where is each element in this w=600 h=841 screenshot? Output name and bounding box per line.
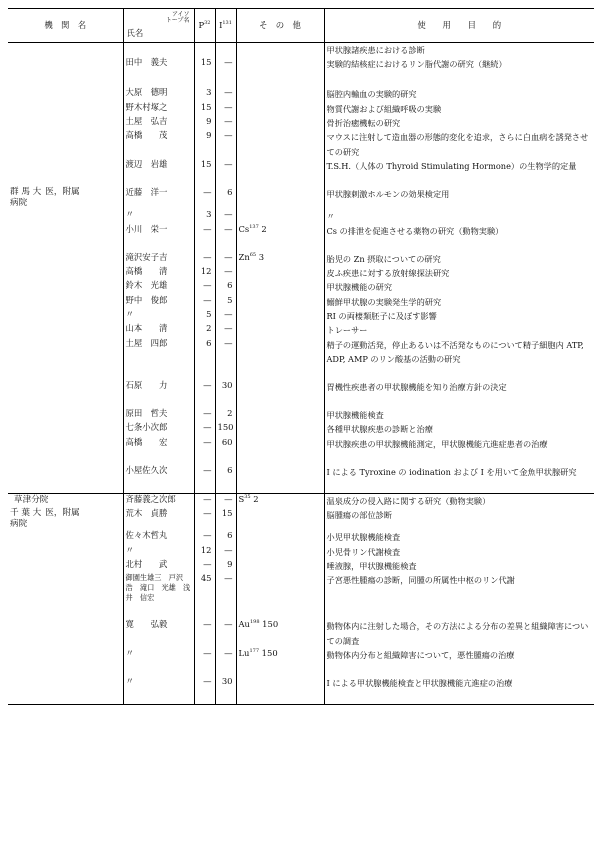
other-isotope bbox=[236, 280, 324, 294]
other-symbol: Cs bbox=[238, 223, 250, 234]
institution-cell bbox=[8, 116, 123, 130]
institution-cell bbox=[8, 43, 123, 58]
other-isotope bbox=[236, 87, 324, 101]
table-row bbox=[8, 159, 594, 187]
institution-cell bbox=[8, 87, 123, 101]
table-row bbox=[8, 559, 594, 573]
other-amount: 2 bbox=[258, 223, 267, 234]
header-p32-symbol: P bbox=[198, 20, 205, 31]
i131-amount: — bbox=[215, 266, 236, 280]
other-isotope bbox=[236, 422, 324, 436]
researcher-name: 田中 義夫 bbox=[123, 57, 194, 87]
usage-purpose: 脳腔内輸血の実験的研究 bbox=[324, 87, 594, 101]
researcher-name: 〃 bbox=[123, 648, 194, 676]
usage-purpose: I による Tyroxine の iodination および I を用いて金魚甲状腺研究 bbox=[324, 465, 594, 494]
i131-amount: — bbox=[215, 648, 236, 676]
i131-amount: 30 bbox=[215, 676, 236, 705]
table-row bbox=[8, 545, 594, 559]
i131-amount: 6 bbox=[215, 187, 236, 209]
other-isotope bbox=[236, 116, 324, 130]
researcher-name: 〃 bbox=[123, 309, 194, 323]
table-row bbox=[8, 252, 594, 266]
institution-cell bbox=[8, 323, 123, 337]
i131-amount: — bbox=[215, 224, 236, 252]
p32-amount: — bbox=[194, 224, 215, 252]
usage-purpose: 物質代謝および組織呼吸の実験 bbox=[324, 102, 594, 116]
researcher-name: 寛 弘毅 bbox=[123, 619, 194, 648]
header-i131-symbol: I bbox=[219, 20, 223, 31]
usage-purpose: マウスに注射して造血器の形態的変化を追求，さらに白血病を誘発させての研究 bbox=[324, 130, 594, 159]
table-row bbox=[8, 130, 594, 159]
usage-purpose: 甲状腺刺激ホルモンの効果検定用 bbox=[324, 187, 594, 209]
researcher-name: 野中 俊郎 bbox=[123, 295, 194, 309]
header-isotope-top-b: トープ名 bbox=[165, 17, 190, 25]
researcher-name: 渡辺 岩雄 bbox=[123, 159, 194, 187]
institution-cell bbox=[8, 224, 123, 252]
header-p32 bbox=[194, 9, 215, 43]
i131-amount: 150 bbox=[215, 422, 236, 436]
usage-purpose: 甲状腺機能の研究 bbox=[324, 280, 594, 294]
header-institution: 機 関 名 bbox=[8, 9, 123, 43]
institution-cell bbox=[8, 559, 123, 573]
other-isotope bbox=[236, 465, 324, 494]
usage-purpose: 小児甲状腺機能検査 bbox=[324, 530, 594, 544]
i131-amount: 9 bbox=[215, 559, 236, 573]
i131-amount: — bbox=[215, 57, 236, 87]
p32-amount: 9 bbox=[194, 130, 215, 159]
usage-purpose: 動物体内分布と組織障害について，悪性腫瘍の治療 bbox=[324, 648, 594, 676]
table-row bbox=[8, 102, 594, 116]
table-row bbox=[8, 87, 594, 101]
i131-amount: — bbox=[215, 493, 236, 508]
institution-cell bbox=[8, 545, 123, 559]
usage-purpose: 甲状腺諸疾患における診断 bbox=[324, 43, 594, 58]
researcher-name: 高橋 清 bbox=[123, 266, 194, 280]
i131-amount: 2 bbox=[215, 408, 236, 422]
usage-purpose: 子宮悪性腫瘍の診断，同腫の所属性中枢のリン代謝 bbox=[324, 573, 594, 619]
usage-purpose: トレーサー bbox=[324, 323, 594, 337]
table-row bbox=[8, 408, 594, 422]
p32-amount: 5 bbox=[194, 309, 215, 323]
p32-amount: 9 bbox=[194, 116, 215, 130]
i131-amount: 60 bbox=[215, 437, 236, 465]
header-isotope-name bbox=[123, 9, 194, 43]
i131-amount: — bbox=[215, 309, 236, 323]
researcher-name: 〃 bbox=[123, 209, 194, 223]
p32-amount: — bbox=[194, 676, 215, 705]
other-isotope bbox=[236, 57, 324, 87]
usage-purpose: 小児骨リン代謝検査 bbox=[324, 545, 594, 559]
p32-amount: — bbox=[194, 508, 215, 530]
header-purpose: 使 用 目 的 bbox=[324, 9, 594, 43]
institution-cell bbox=[8, 130, 123, 159]
institution-cell bbox=[8, 338, 123, 380]
table-row bbox=[8, 224, 594, 252]
institution-cell bbox=[8, 465, 123, 494]
usage-purpose: 実験的結核症におけるリン脂代謝の研究（継続） bbox=[324, 57, 594, 87]
other-isotope bbox=[236, 187, 324, 209]
institution-cell bbox=[8, 187, 123, 209]
i131-amount: — bbox=[215, 116, 236, 130]
usage-purpose: RI の両棲類胚子に及ぼす影響 bbox=[324, 309, 594, 323]
other-symbol: Lu bbox=[238, 647, 250, 658]
researcher-name: 石原 力 bbox=[123, 380, 194, 408]
institution-cell bbox=[8, 676, 123, 705]
institution-cell bbox=[8, 508, 123, 530]
p32-amount: — bbox=[194, 465, 215, 494]
table-row bbox=[8, 530, 594, 544]
other-isotope bbox=[236, 266, 324, 280]
i131-amount: 15 bbox=[215, 508, 236, 530]
table-row bbox=[8, 266, 594, 280]
usage-purpose: 〃 bbox=[324, 209, 594, 223]
researcher-name: 近藤 洋一 bbox=[123, 187, 194, 209]
usage-purpose: 動物体内に注射した場合，その方法による分布の差異と組織障害についての調査 bbox=[324, 619, 594, 648]
institution-cell bbox=[8, 530, 123, 544]
other-isotope bbox=[236, 295, 324, 309]
table-row bbox=[8, 422, 594, 436]
p32-amount: 6 bbox=[194, 338, 215, 380]
other-mass: 198 bbox=[249, 619, 260, 626]
header-row bbox=[8, 9, 594, 43]
p32-amount: — bbox=[194, 437, 215, 465]
table-row bbox=[8, 309, 594, 323]
table-row bbox=[8, 295, 594, 309]
i131-amount: — bbox=[215, 159, 236, 187]
researcher-name: 鈴木 光雄 bbox=[123, 280, 194, 294]
researcher-name: 荒木 貞勝 bbox=[123, 508, 194, 530]
other-isotope bbox=[236, 380, 324, 408]
other-isotope bbox=[236, 619, 324, 648]
other-symbol: S bbox=[238, 493, 245, 504]
institution-line1: 千 葉 大 bbox=[10, 507, 42, 518]
institution-cell bbox=[8, 159, 123, 187]
researcher-name: 斉藤義之次郎 bbox=[123, 493, 194, 508]
table-row bbox=[8, 209, 594, 223]
table-row bbox=[8, 676, 594, 705]
table-body bbox=[8, 43, 594, 705]
usage-purpose: 鰯鮮甲状腺の実験発生学的研究 bbox=[324, 295, 594, 309]
researcher-name: 山本 清 bbox=[123, 323, 194, 337]
institution-line2: 医，附属 bbox=[45, 507, 80, 518]
i131-amount: — bbox=[215, 545, 236, 559]
table-row bbox=[8, 57, 594, 87]
i131-amount: 6 bbox=[215, 465, 236, 494]
other-symbol: Zn bbox=[238, 251, 250, 262]
i131-amount: — bbox=[215, 209, 236, 223]
other-mass: 65 bbox=[249, 251, 257, 258]
institution-cell bbox=[8, 422, 123, 436]
institution-cell bbox=[8, 619, 123, 648]
p32-amount: 15 bbox=[194, 57, 215, 87]
usage-purpose: 皮ふ疾患に対する放射線探法研究 bbox=[324, 266, 594, 280]
usage-purpose: 各種甲状腺疾患の診断と治療 bbox=[324, 422, 594, 436]
other-isotope bbox=[236, 130, 324, 159]
other-mass: 137 bbox=[249, 223, 259, 230]
researcher-name: 高橋 茂 bbox=[123, 130, 194, 159]
usage-purpose: 精子の運動活発，停止あるいは不活発なものについて精子細胞内 ATP, ADP, AMP のリン酸基の活動の研究 bbox=[324, 338, 594, 380]
other-isotope bbox=[236, 437, 324, 465]
table-row bbox=[8, 493, 594, 508]
researcher-name: 小川 栄一 bbox=[123, 224, 194, 252]
other-isotope bbox=[236, 252, 324, 266]
other-isotope bbox=[236, 338, 324, 380]
header-name: 氏名 bbox=[126, 27, 144, 38]
p32-amount: — bbox=[194, 619, 215, 648]
usage-purpose: 唾液腺，甲状腺機能検査 bbox=[324, 559, 594, 573]
table-row bbox=[8, 437, 594, 465]
table-row bbox=[8, 187, 594, 209]
researcher-name: 〃 bbox=[123, 545, 194, 559]
p32-amount bbox=[194, 43, 215, 58]
header-i131-mass: 131 bbox=[222, 20, 232, 27]
institution-cell bbox=[8, 102, 123, 116]
usage-purpose: T.S.H.（人体の Thyroid Stimulating Hormone）の生物学的定量 bbox=[324, 159, 594, 187]
header-other: そ の 他 bbox=[236, 9, 324, 43]
institution-line2: 草津分院 bbox=[14, 495, 49, 506]
i131-amount: — bbox=[215, 102, 236, 116]
i131-amount: — bbox=[215, 619, 236, 648]
institution-cell bbox=[8, 295, 123, 309]
i131-amount bbox=[215, 43, 236, 58]
p32-amount: — bbox=[194, 252, 215, 266]
institution-line1: 群 馬 大 bbox=[10, 187, 42, 198]
header-p32-mass: 32 bbox=[204, 20, 211, 27]
i131-amount: — bbox=[215, 338, 236, 380]
researcher-name: 滝沢安子吉 bbox=[123, 252, 194, 266]
p32-amount: 15 bbox=[194, 102, 215, 116]
i131-amount: — bbox=[215, 573, 236, 619]
other-amount: 2 bbox=[250, 493, 259, 504]
institution-cell bbox=[8, 380, 123, 408]
other-amount: 150 bbox=[259, 619, 279, 630]
institution-cell bbox=[8, 493, 123, 508]
table-row bbox=[8, 43, 594, 58]
institution-cell bbox=[8, 648, 123, 676]
table-row bbox=[8, 280, 594, 294]
other-amount: 150 bbox=[259, 647, 278, 658]
usage-purpose: 胃機性疾患者の甲状腺機能を知り治療方針の決定 bbox=[324, 380, 594, 408]
usage-purpose: 胎児の Zn 摂取についての研究 bbox=[324, 252, 594, 266]
table-row bbox=[8, 573, 594, 619]
p32-amount: — bbox=[194, 295, 215, 309]
other-isotope bbox=[236, 508, 324, 530]
table-row bbox=[8, 619, 594, 648]
table-row bbox=[8, 323, 594, 337]
p32-amount: — bbox=[194, 530, 215, 544]
i131-amount: — bbox=[215, 252, 236, 266]
usage-purpose: I による甲状腺機能検査と甲状腺機能亢進症の治療 bbox=[324, 676, 594, 705]
institution-cell bbox=[8, 57, 123, 87]
other-isotope bbox=[236, 676, 324, 705]
i131-amount: — bbox=[215, 130, 236, 159]
p32-amount: 3 bbox=[194, 87, 215, 101]
table-row bbox=[8, 338, 594, 380]
other-isotope bbox=[236, 209, 324, 223]
p32-amount: 12 bbox=[194, 545, 215, 559]
i131-amount: — bbox=[215, 323, 236, 337]
researcher-name: 〃 bbox=[123, 676, 194, 705]
other-mass: 177 bbox=[249, 648, 260, 655]
table-row bbox=[8, 116, 594, 130]
p32-amount: — bbox=[194, 559, 215, 573]
p32-amount: 2 bbox=[194, 323, 215, 337]
usage-purpose: 温泉成分の侵入路に関する研究（動物実験） bbox=[324, 493, 594, 508]
other-amount: 3 bbox=[256, 251, 265, 262]
p32-amount: 12 bbox=[194, 266, 215, 280]
p32-amount: 15 bbox=[194, 159, 215, 187]
other-isotope bbox=[236, 530, 324, 544]
i131-amount: 30 bbox=[215, 380, 236, 408]
other-isotope bbox=[236, 43, 324, 58]
table-row bbox=[8, 648, 594, 676]
isotope-usage-table bbox=[8, 8, 594, 705]
p32-amount: — bbox=[194, 280, 215, 294]
institution-cell bbox=[8, 280, 123, 294]
institution-line3: 病院 bbox=[10, 519, 28, 530]
header-isotope-top-a: アイソ bbox=[172, 11, 190, 18]
other-symbol: Au bbox=[238, 619, 250, 630]
p32-amount: — bbox=[194, 648, 215, 676]
institution-cell bbox=[8, 573, 123, 619]
institution-cell bbox=[8, 437, 123, 465]
other-isotope bbox=[236, 493, 324, 508]
usage-purpose: Cs の排泄を促進させる薬物の研究（動物実験） bbox=[324, 224, 594, 252]
usage-purpose: 甲状腺機能検査 bbox=[324, 408, 594, 422]
table-row bbox=[8, 380, 594, 408]
table-row bbox=[8, 508, 594, 530]
researcher-name: 大原 德明 bbox=[123, 87, 194, 101]
p32-amount: — bbox=[194, 408, 215, 422]
other-isotope bbox=[236, 159, 324, 187]
other-mass: 35 bbox=[244, 493, 251, 500]
usage-purpose: 脳腫瘍の部位診断 bbox=[324, 508, 594, 530]
researcher-name: 七条小次郎 bbox=[123, 422, 194, 436]
institution-cell bbox=[8, 252, 123, 266]
other-isotope bbox=[236, 408, 324, 422]
institution-cell bbox=[8, 209, 123, 223]
other-isotope bbox=[236, 102, 324, 116]
other-isotope bbox=[236, 573, 324, 619]
usage-purpose: 骨折治癒機転の研究 bbox=[324, 116, 594, 130]
i131-amount: 5 bbox=[215, 295, 236, 309]
institution-cell bbox=[8, 309, 123, 323]
other-isotope bbox=[236, 224, 324, 252]
other-isotope bbox=[236, 545, 324, 559]
researcher-name: 小屋佐久次 bbox=[123, 465, 194, 494]
researcher-name: 御園生雄三 戸沢 浩 滝口 光雄 浅井 信宏 bbox=[123, 573, 194, 619]
p32-amount: 45 bbox=[194, 573, 215, 619]
researcher-name: 高橋 宏 bbox=[123, 437, 194, 465]
researcher-name: 北村 武 bbox=[123, 559, 194, 573]
table-row bbox=[8, 465, 594, 494]
researcher-name: 土屋 弘吉 bbox=[123, 116, 194, 130]
researcher-name: 原田 哲夫 bbox=[123, 408, 194, 422]
other-isotope bbox=[236, 323, 324, 337]
p32-amount: 3 bbox=[194, 209, 215, 223]
other-isotope bbox=[236, 309, 324, 323]
researcher-name bbox=[123, 43, 194, 58]
institution-line2: 医，附属 bbox=[45, 187, 80, 198]
p32-amount: — bbox=[194, 422, 215, 436]
researcher-name: 佐々木哲丸 bbox=[123, 530, 194, 544]
institution-cell bbox=[8, 408, 123, 422]
researcher-name: 野木村塚之 bbox=[123, 102, 194, 116]
usage-purpose: 甲状腺疾患の甲状腺機能測定，甲状腺機能亢進症患者の治療 bbox=[324, 437, 594, 465]
p32-amount: — bbox=[194, 187, 215, 209]
i131-amount: — bbox=[215, 87, 236, 101]
header-i131 bbox=[215, 9, 236, 43]
p32-amount: — bbox=[194, 380, 215, 408]
researcher-name: 土屋 四郎 bbox=[123, 338, 194, 380]
institution-line3: 病院 bbox=[10, 198, 28, 209]
other-isotope bbox=[236, 648, 324, 676]
i131-amount: 6 bbox=[215, 280, 236, 294]
p32-amount: — bbox=[194, 493, 215, 508]
other-isotope bbox=[236, 559, 324, 573]
institution-cell bbox=[8, 266, 123, 280]
i131-amount: 6 bbox=[215, 530, 236, 544]
